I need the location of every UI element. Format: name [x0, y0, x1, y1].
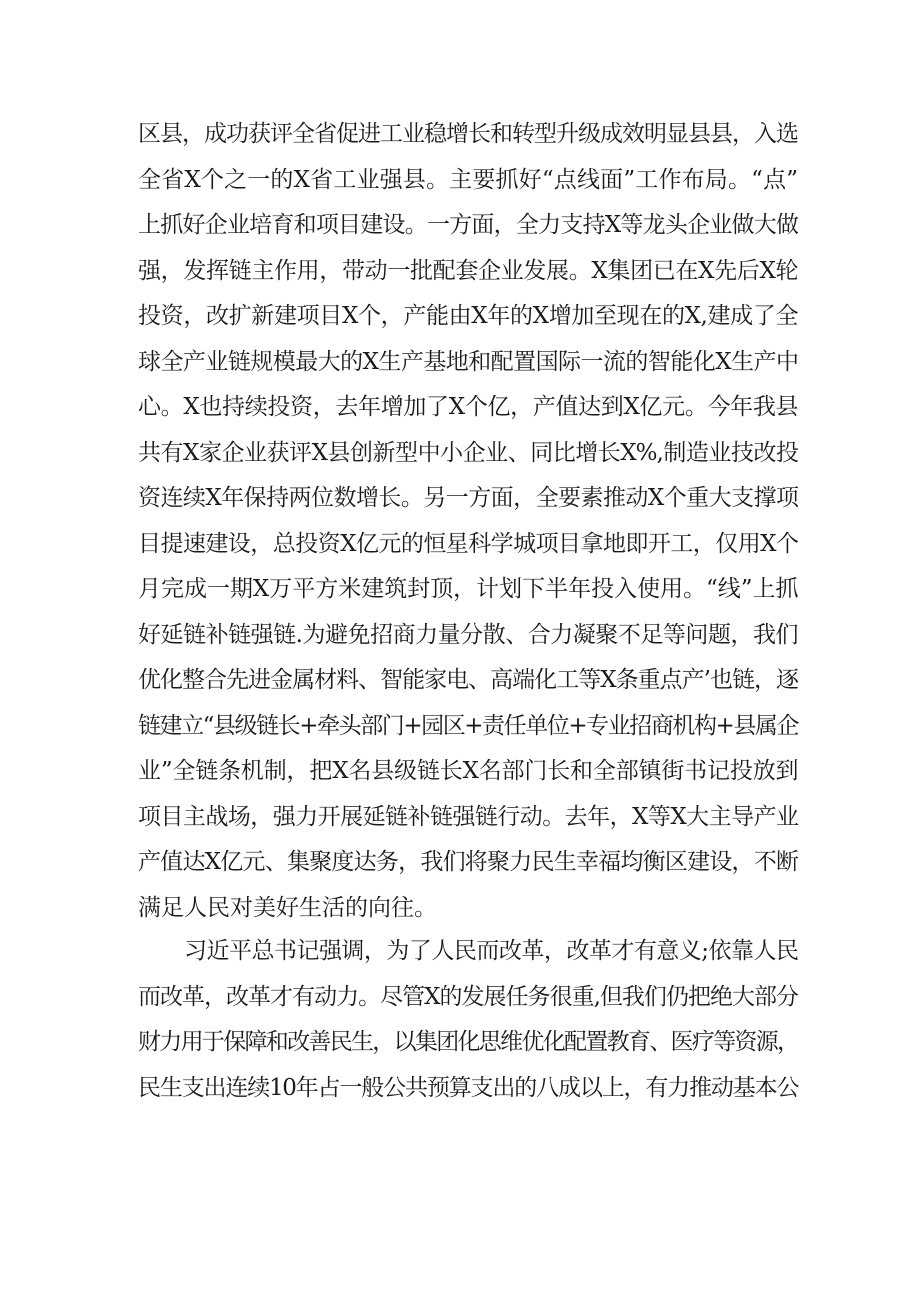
text-line: 投资，改扩新建项目X个，产能由X年的X增加至现在的X,建成了全	[138, 303, 798, 329]
text-line: 目提速建设，总投资X亿元的恒星科学城项目拿地即开工，仅用X个	[138, 530, 798, 557]
text-line: 资连续X年保持两位数增长。另一方面，全要素推动X个重大支撑项	[138, 485, 798, 511]
text-line: 上抓好企业培育和项目建设。一方面，全力支持X等龙头企业做大做	[138, 212, 798, 238]
text-line: 区县，成功获评全省促进工业稳增长和转型升级成效明显县县，入选	[138, 121, 798, 147]
text-line: 优化整合先进金属材料、智能家电、高端化工等X条重点产’也链，逐	[138, 667, 798, 693]
text-line: 全省X个之一的X省工业强县。主要抓好“点线面”工作布局。“点”	[138, 166, 798, 193]
text-line: 民生支出连续10年占一般公共预算支出的八成以上，有力推动基本公	[138, 1074, 798, 1101]
text-line: 心。X也持续投资，去年增加了X个亿，产值达到X亿元。今年我县	[138, 394, 798, 420]
text-line: 好延链补链强链.为避免招商力量分散、合力凝聚不足等问题，我们	[138, 621, 798, 648]
text-line: 业”全链条机制，把X名县级链长X名部门长和全部镇街书记投放到	[138, 758, 798, 784]
text-line: 而改革，改革才有动力。尽管X的发展任务很重,但我们仍把绝大部分	[138, 983, 798, 1010]
text-line: 月完成一期X万平方米建筑封顶，计划下半年投入使用。“线”上抓	[138, 576, 798, 602]
text-line: 财力用于保障和改善民生，以集团化思维优化配置教育、医疗等资源，	[138, 1029, 798, 1055]
text-line: 球全产业链规模最大的X生产基地和配置国际一流的智能化X生产中	[138, 348, 798, 375]
text-line: 习近平总书记强调，为了人民而改革，改革才有意义;依靠人民	[184, 938, 798, 964]
text-line: 强，发挥链主作用，带动一批配套企业发展。X集团已在X先后X轮	[138, 257, 798, 284]
paragraph-2	[138, 929, 798, 1111]
text-line: 共有X家企业获评X县创新型中小企业、同比增长X%,制造业技改投	[138, 439, 798, 466]
text-line: 项目主战场，强力开展延链补链强链行动。去年，X等X大主导产业	[138, 803, 798, 830]
text-line: 产值达X亿元、集聚度达务，我们将聚力民生幸福均衡区建设，不断	[138, 849, 798, 875]
text-line: 链建立“县级链长+牵头部门+园区+责任单位+专业招商机构+县属企	[138, 712, 798, 739]
paragraph-1	[138, 112, 798, 931]
text-line: 满足人民对美好生活的向往。	[138, 894, 437, 921]
